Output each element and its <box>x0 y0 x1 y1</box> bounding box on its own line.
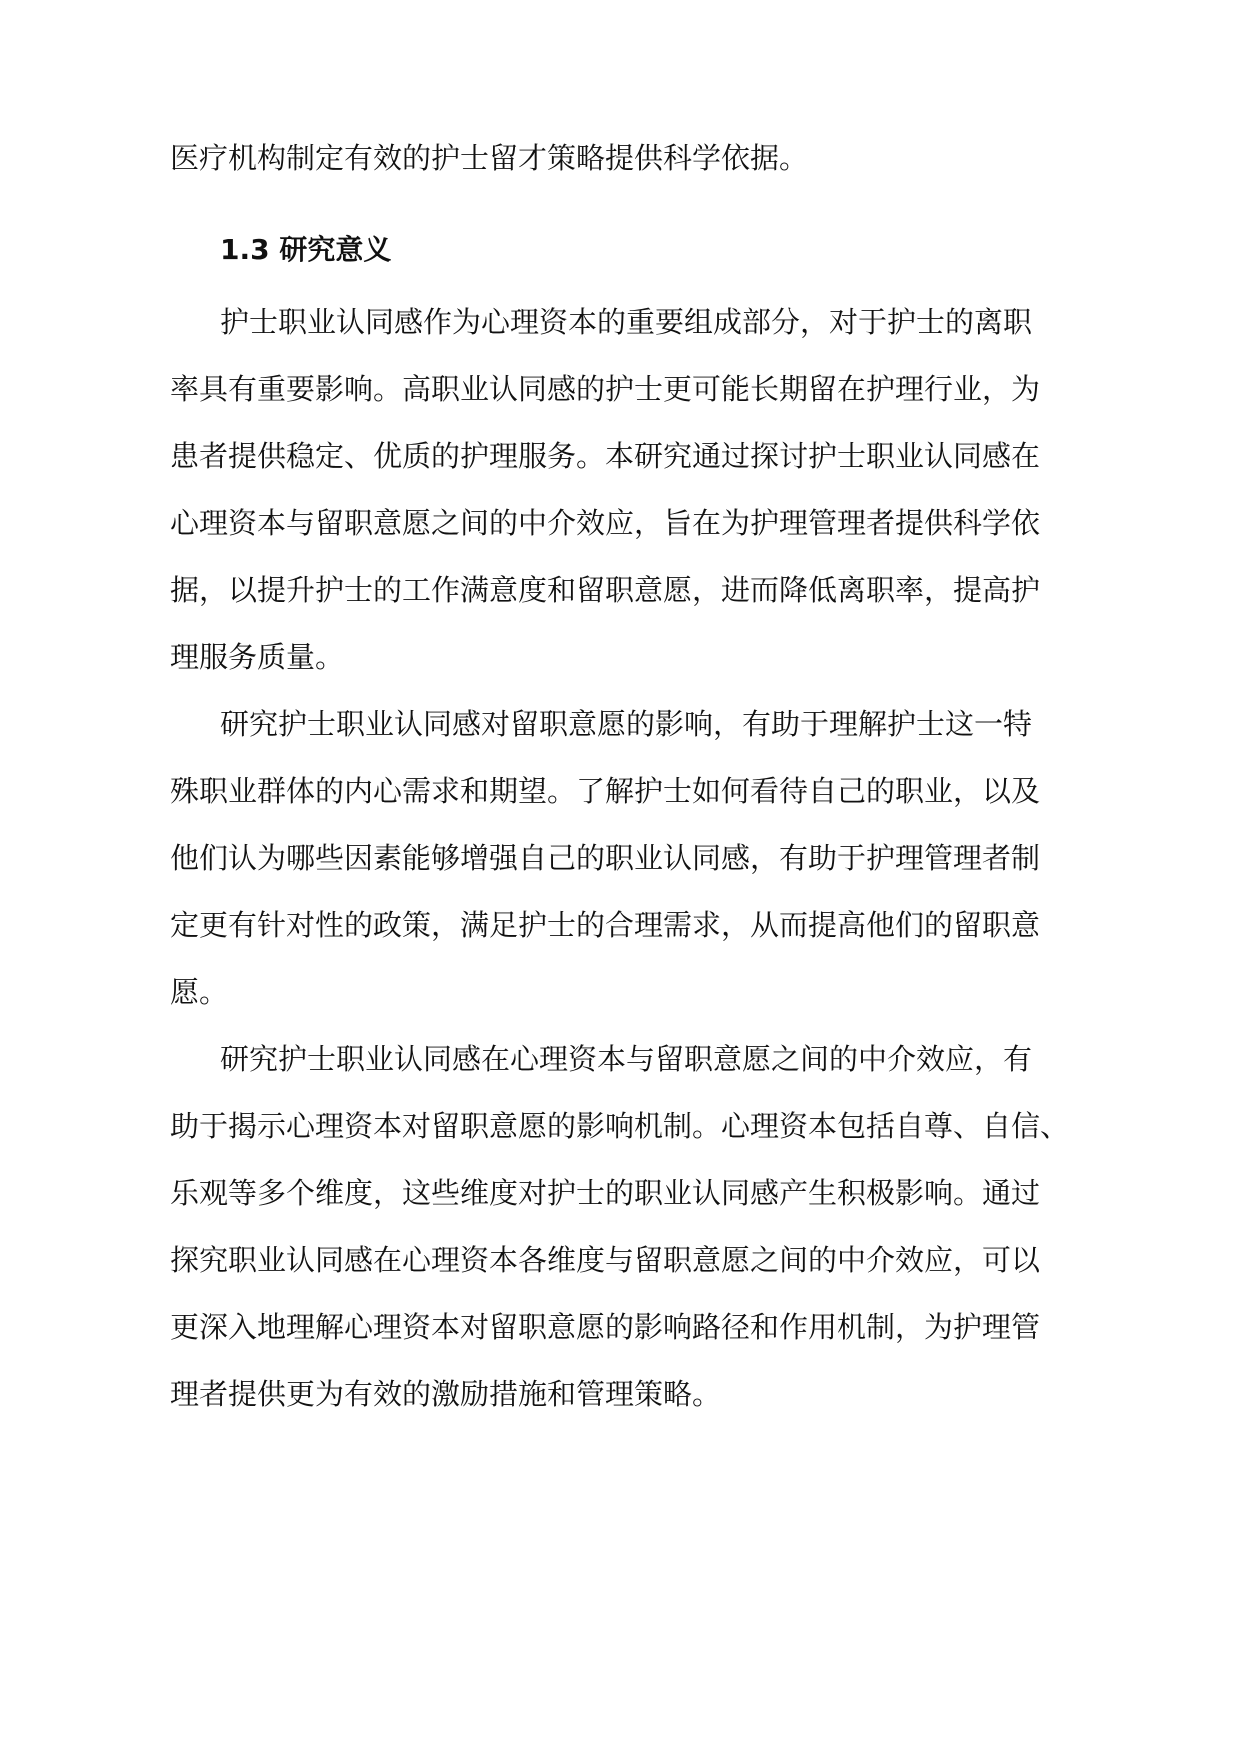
paragraph-text: 研究护士职业认同感在心理资本与留职意愿之间的中介效应，有 <box>220 1042 1033 1076</box>
paragraph-text: 护士职业认同感作为心理资本的重要组成部分，对于护士的离职 <box>220 305 1033 339</box>
section-heading-text: 1.3 研究意义 <box>220 233 392 266</box>
paragraph-text: 据，以提升护士的工作满意度和留职意愿，进而降低离职率，提高护 <box>170 573 1041 607</box>
paragraph-text: 患者提供稳定、优质的护理服务。本研究通过探讨护士职业认同感在 <box>170 439 1041 473</box>
paragraph-text: 愿。 <box>170 975 229 1009</box>
paragraph-text: 心理资本与留职意愿之间的中介效应，旨在为护理管理者提供科学依 <box>170 506 1041 540</box>
paragraph-text: 他们认为哪些因素能够增强自己的职业认同感，有助于护理管理者制 <box>170 841 1041 875</box>
paragraph-text: 率具有重要影响。高职业认同感的护士更可能长期留在护理行业，为 <box>170 372 1041 406</box>
intro-tail-text: 医疗机构制定有效的护士留才策略提供科学依据。 <box>170 141 809 175</box>
paragraph-text: 更深入地理解心理资本对留职意愿的影响路径和作用机制，为护理管 <box>170 1310 1041 1344</box>
paragraph-text: 殊职业群体的内心需求和期望。了解护士如何看待自己的职业，以及 <box>170 774 1041 808</box>
paragraph-text: 乐观等多个维度，这些维度对护士的职业认同感产生积极影响。通过 <box>170 1176 1041 1210</box>
paragraph-text: 理服务质量。 <box>170 640 345 674</box>
paragraph-text: 助于揭示心理资本对留职意愿的影响机制。心理资本包括自尊、自信、 <box>170 1109 1070 1143</box>
paragraph-text: 理者提供更为有效的激励措施和管理策略。 <box>170 1377 722 1411</box>
paragraph-text: 研究护士职业认同感对留职意愿的影响，有助于理解护士这一特 <box>220 707 1033 741</box>
paragraph-text: 探究职业认同感在心理资本各维度与留职意愿之间的中介效应，可以 <box>170 1243 1041 1277</box>
paragraph-text: 定更有针对性的政策，满足护士的合理需求，从而提高他们的留职意 <box>170 908 1041 942</box>
